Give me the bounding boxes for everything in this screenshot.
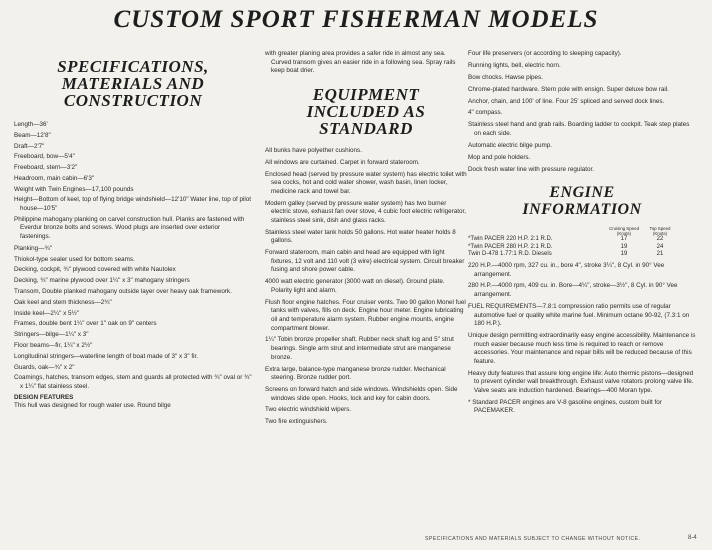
table-header-cruising-speed: Cruising Speed (Knots) <box>608 226 640 237</box>
equipment-item: Extra large, balance-type manganese bronze rudder. Mechanical steering. Bronze rudder port. <box>265 365 446 382</box>
spec-item: Height—Bottom of keel, top of flying bridge windshield—12'10" Water line, top of pilot house—10'5" <box>14 196 252 213</box>
equipment-item: 4000 watt electric generator (3000 watt on diesel). Ground plate. Polarity light and alarm. <box>265 278 445 294</box>
engine-note: Heavy duty features that assure long engine life: Auto thermic pistons—designed to prevent cylinder wall breakthrough. Exhaust valve rotators prolong valve life. Valve seats are induction hardened. Bearings—400 Moran type. <box>468 369 694 394</box>
table-cell-top: 21 <box>656 251 664 258</box>
equipment-item: Stainless steel hand and grab rails. Boarding ladder to cockpit. Teak step plates on each side. <box>468 121 690 137</box>
spec-item: Coamings, hatches, transom edges, stem and guards all protected with ¾" oval or ¾" x 1¼" flat stainless steel. <box>14 374 252 390</box>
design-features-heading: DESIGN FEATURES <box>14 393 74 401</box>
spec-item: Planking—¾" <box>14 244 52 252</box>
equipment-item: 4" compass. <box>468 109 503 117</box>
equipment-item: 1¼" Tobin bronze propeller shaft. Rubber neck shaft log and 5" strut bearings. Single arm strut and intermediate strut are manganese bronze. <box>265 336 454 361</box>
equipment-item: Two fire extinguishers. <box>265 418 328 426</box>
spec-list <box>14 121 252 391</box>
equipment-item: Forward stateroom, main cabin and head are equipped with light fixtures, 12 volt and 110 volt (3 wire) electrical system. Circuit breaker fusing and shore power cable. <box>265 249 465 274</box>
engine-information-heading: ENGINE INFORMATION <box>522 184 642 219</box>
table-cell-cruise: 19 <box>620 243 628 250</box>
engine-note: 220 H.P.—4000 rpm, 327 cu. in., bore 4", stroke 3¼", 8 Cyl. in 90° Vee arrangement. <box>468 261 665 278</box>
page-title: CUSTOM SPORT FISHERMAN MODELS <box>113 6 599 33</box>
equipment-item: All bunks have polyether cushions. <box>265 146 362 154</box>
spec-item: Freeboard, bow—5'4" <box>14 153 75 161</box>
equipment-item: All windows are curtained. Carpet in forward stateroom. <box>265 158 420 166</box>
spec-item: Transom, Double planked mahogany outside layer over heavy oak framework. <box>14 288 232 296</box>
spec-item: Draft—2'7" <box>14 142 45 150</box>
engine-notes <box>468 262 696 416</box>
equipment-item: Stainless steel water tank holds 50 gallons. Hot water heater holds 8 gallons. <box>265 228 456 245</box>
spec-item: Weight with Twin Engines—17,100 pounds <box>14 185 134 193</box>
spec-item: Frames, double bent 1¼" over 1" oak on 9" centers <box>14 320 157 328</box>
spec-item: Floor beams—fir, 1¼" x 2½" <box>14 341 93 349</box>
equipment-continued-list <box>468 50 696 174</box>
spec-item: Thiokol-type sealer used for bottom seams. <box>14 255 135 263</box>
spec-item: Longitudinal stringers—waterline length of boat made of 3" x 3" fir. <box>14 352 199 360</box>
table-cell-engine: *Twin PACER 280 H.P. 2:1 R.D. <box>468 243 553 250</box>
spec-item: Inside keel—2¼" x 5½" <box>14 309 80 317</box>
table-cell-top: 24 <box>656 243 664 250</box>
equipment-item: Enclosed head (served by pressure water system) has electric toilet with sea cocks, hot and cold water shower, wash basin, linen locker, medicine rack and towel bar. <box>265 170 467 195</box>
table-cell-cruise: 17 <box>620 236 628 243</box>
spec-item: Length—36' <box>14 121 48 128</box>
equipment-list <box>265 147 467 427</box>
spec-item: Philippine mahogany planking on carvel construction hull. Planks are fastened with Everdur bronze bolts and screws. Wood plugs are inserted over exterior fastenings. <box>14 215 245 241</box>
specifications-column <box>14 50 252 411</box>
spec-item: Guards, oak—¾" x 2" <box>14 363 75 371</box>
table-cell-engine: Twin D-478 1.77:1 R.D. Diesels <box>468 251 552 258</box>
equipment-item: Chrome-plated hardware. Stern pole with ensign. Super deluxe bow rail. <box>468 85 669 93</box>
equipment-heading: EQUIPMENT INCLUDED AS STANDARD <box>306 84 426 138</box>
page-number: 8-4 <box>688 535 697 541</box>
engine-note: 280 H.P.—4000 rpm, 409 cu. in. Bore—4¼", stroke—3½", 8 Cyl. in 90° Vee arrangement. <box>468 282 678 299</box>
spec-item: Decking, cockpit, ¾" plywood covered with white Nautolex <box>14 266 176 274</box>
engine-note: * Standard PACER engines are V-8 gasoline engines, custom built for PACEMAKER. <box>468 398 662 415</box>
spec-item: Headroom, main cabin—6'3" <box>14 174 95 182</box>
equipment-item: Automatic electric bilge pump. <box>468 141 552 149</box>
equipment-column <box>265 50 467 430</box>
equipment-item: Running lights, bell, electric horn. <box>468 61 561 69</box>
design-features-text: This hull was designed for rough water use. Round bilge <box>14 402 171 410</box>
equipment-item: Dock fresh water line with pressure regulator. <box>468 165 594 173</box>
spec-item: Stringers—bilge—1¼" x 3" <box>14 331 89 339</box>
engine-note: Unique design permitting extraordinarily easy engine accessibility. Maintenance is much easier because much less time is required to reach or remove accessories. Your maintenance and repair bills will be reduced because of this feature. <box>468 332 696 365</box>
design-continued-text: with greater planing area provides a safer ride in almost any sea. Curved transom gives an easier ride in a following sea. Spray rails keep boat drier. <box>265 50 456 75</box>
specifications-heading: SPECIFICATIONS, MATERIALS AND CONSTRUCTION <box>57 57 209 110</box>
spec-item: Decking, ¾" marine plywood over 1¼" x 3" mahogany stringers <box>14 277 190 285</box>
equipment-item: Screens on forward hatch and side windows. Windshields open. Side windows slide open. Hooks, lock and key for cabin doors. <box>265 386 458 402</box>
table-cell-top: 22 <box>656 236 664 243</box>
spec-item: Beam—12'8" <box>14 131 51 139</box>
table-header-top-speed: Top Speed (Knots) <box>649 226 671 237</box>
engine-note: FUEL REQUIREMENTS—7.8:1 compression ratio permits use of regular automotive fuel or quality white marine fuel. Minimum octane 90-92, (7.3:1 on 180 H.P.). <box>468 302 690 328</box>
equipment-item: Mop and pole holders. <box>468 153 531 161</box>
equipment-item: Bow chocks. Hawse pipes. <box>468 73 543 81</box>
equipment-item: Four life preservers (or according to sleeping capacity). <box>468 50 622 57</box>
equipment-item: Two electric windshield wipers. <box>265 406 352 414</box>
equipment-item: Flush floor engine hatches. Four cruiser vents. Two 90 gallon Monel fuel tanks with valves, fills on deck. Engine hour meter. Engine lubricating oil and temperature alarm system. Rubber engine mounts, engine compartment blower. <box>265 298 466 332</box>
equipment-item: Modern galley (served by pressure water system) has two burner electric stove, exhaust fan over stove, 4 cubic foot electric refrigerator, stainless steel sink, dish and glass racks. <box>265 199 466 224</box>
engine-column <box>468 50 696 419</box>
spec-item: Freeboard, stern—3'2" <box>14 164 78 172</box>
footer-disclaimer: SPECIFICATIONS AND MATERIALS SUBJECT TO CHANGE WITHOUT NOTICE. <box>425 536 641 542</box>
spec-item: Oak keel and stem thickness—2¾" <box>14 298 112 306</box>
table-cell-engine: *Twin PACER 220 H.P. 2:1 R.D. <box>468 236 553 243</box>
equipment-item: Anchor, chain, and 100' of line. Four 25' spliced and served dock lines. <box>468 97 665 105</box>
engine-speed-table <box>468 226 696 259</box>
table-cell-cruise: 19 <box>620 251 628 258</box>
